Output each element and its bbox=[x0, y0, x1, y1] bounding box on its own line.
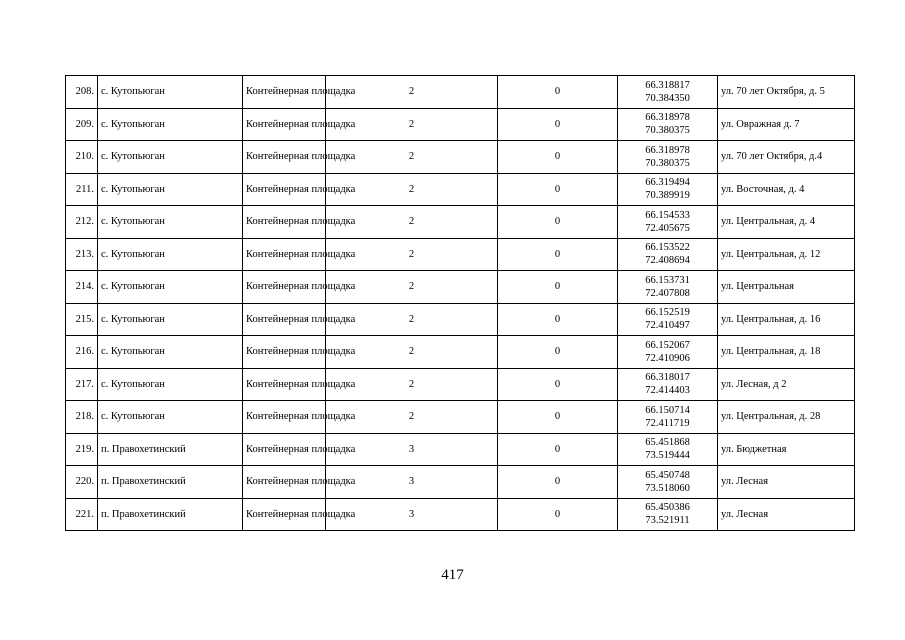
table-row bbox=[66, 498, 855, 531]
row-number: 218. bbox=[75, 411, 94, 423]
table-row bbox=[66, 466, 855, 499]
zero-value-cell bbox=[498, 498, 618, 531]
row-number-cell bbox=[66, 433, 98, 466]
table-row bbox=[66, 76, 855, 109]
address-cell bbox=[718, 303, 855, 336]
settlement-cell bbox=[98, 401, 243, 434]
row-number-cell bbox=[66, 238, 98, 271]
zero-value: 0 bbox=[554, 508, 561, 520]
longitude: 70.380375 bbox=[645, 157, 690, 169]
settlement-name: с. Кутопьюган bbox=[101, 183, 165, 195]
settlement-cell bbox=[98, 76, 243, 109]
zero-value-cell bbox=[498, 271, 618, 304]
latitude: 66.153522 bbox=[645, 242, 690, 254]
address-cell bbox=[718, 141, 855, 174]
settlement-name: с. Кутопьюган bbox=[101, 346, 165, 358]
settlement-name: с. Кутопьюган bbox=[101, 118, 165, 130]
address-cell bbox=[718, 173, 855, 206]
row-number-cell bbox=[66, 173, 98, 206]
site-type: Контейнерная площадка bbox=[246, 118, 356, 130]
settlement-name: с. Кутопьюган bbox=[101, 378, 165, 390]
site-type: Контейнерная площадка bbox=[246, 248, 356, 260]
site-type-cell bbox=[243, 336, 356, 369]
latitude: 66.318017 bbox=[645, 372, 690, 384]
address-cell bbox=[718, 76, 855, 109]
site-type-cell bbox=[243, 238, 356, 271]
container-count: 2 bbox=[408, 281, 415, 293]
address-cell bbox=[718, 206, 855, 239]
zero-value-cell bbox=[498, 401, 618, 434]
zero-value: 0 bbox=[554, 248, 561, 260]
site-type-cell bbox=[243, 271, 356, 304]
settlement-cell bbox=[98, 238, 243, 271]
site-type-cell bbox=[243, 76, 356, 109]
coordinates-cell bbox=[618, 206, 718, 239]
zero-value-cell bbox=[498, 238, 618, 271]
settlement-name: с. Кутопьюган bbox=[101, 86, 165, 98]
address: ул. Центральная, д. 4 bbox=[721, 216, 816, 228]
row-number: 213. bbox=[75, 248, 94, 260]
site-type: Контейнерная площадка bbox=[246, 378, 356, 390]
site-type: Контейнерная площадка bbox=[246, 86, 356, 98]
address: ул. Бюджетная bbox=[721, 443, 787, 455]
site-type: Контейнерная площадка bbox=[246, 346, 356, 358]
table-row bbox=[66, 141, 855, 174]
address: ул. Овражная д. 7 bbox=[721, 118, 800, 130]
coordinates-cell bbox=[618, 108, 718, 141]
longitude: 72.408694 bbox=[645, 255, 690, 267]
site-type-cell bbox=[243, 498, 356, 531]
row-number: 221. bbox=[75, 508, 94, 520]
site-type-cell bbox=[243, 141, 356, 174]
container-count: 2 bbox=[408, 183, 415, 195]
row-number: 220. bbox=[75, 476, 94, 488]
longitude: 70.380375 bbox=[645, 125, 690, 137]
settlement-cell bbox=[98, 466, 243, 499]
settlement-name: с. Кутопьюган bbox=[101, 248, 165, 260]
zero-value-cell bbox=[498, 141, 618, 174]
zero-value: 0 bbox=[554, 378, 561, 390]
table-row bbox=[66, 303, 855, 336]
row-number-cell bbox=[66, 76, 98, 109]
zero-value-cell bbox=[498, 173, 618, 206]
container-count: 2 bbox=[408, 216, 415, 228]
latitude: 65.450386 bbox=[645, 502, 690, 514]
table-body bbox=[66, 76, 855, 531]
zero-value: 0 bbox=[554, 313, 561, 325]
address: ул. Центральная, д. 28 bbox=[721, 411, 821, 423]
coordinates-cell bbox=[618, 433, 718, 466]
address: ул. Лесная, д 2 bbox=[721, 378, 787, 390]
longitude: 72.414403 bbox=[645, 385, 690, 397]
zero-value: 0 bbox=[554, 476, 561, 488]
settlement-cell bbox=[98, 141, 243, 174]
settlement-name: с. Кутопьюган bbox=[101, 281, 165, 293]
site-type-cell bbox=[243, 368, 356, 401]
settlement-cell bbox=[98, 433, 243, 466]
address: ул. Центральная bbox=[721, 281, 794, 293]
container-count: 2 bbox=[408, 118, 415, 130]
table-row bbox=[66, 433, 855, 466]
row-number-cell bbox=[66, 401, 98, 434]
address: ул. Лесная bbox=[721, 508, 769, 520]
longitude: 70.389919 bbox=[645, 190, 690, 202]
coordinates-cell bbox=[618, 271, 718, 304]
longitude: 73.521911 bbox=[645, 515, 690, 527]
latitude: 66.318978 bbox=[645, 112, 690, 124]
longitude: 73.518060 bbox=[645, 482, 690, 494]
row-number-cell bbox=[66, 271, 98, 304]
zero-value-cell bbox=[498, 76, 618, 109]
zero-value: 0 bbox=[554, 411, 561, 423]
container-count: 2 bbox=[408, 86, 415, 98]
row-number: 208. bbox=[75, 86, 94, 98]
site-type-cell bbox=[243, 173, 356, 206]
address-cell bbox=[718, 466, 855, 499]
container-sites-table bbox=[65, 75, 855, 531]
address-cell bbox=[718, 271, 855, 304]
settlement-name: п. Правохетинский bbox=[101, 476, 186, 488]
address: ул. Лесная bbox=[721, 476, 769, 488]
settlement-name: с. Кутопьюган bbox=[101, 411, 165, 423]
settlement-cell bbox=[98, 206, 243, 239]
container-count: 2 bbox=[408, 411, 415, 423]
zero-value: 0 bbox=[554, 118, 561, 130]
address-cell bbox=[718, 433, 855, 466]
row-number-cell bbox=[66, 336, 98, 369]
zero-value: 0 bbox=[554, 216, 561, 228]
longitude: 72.405675 bbox=[645, 222, 690, 234]
longitude: 73.519444 bbox=[645, 450, 690, 462]
zero-value: 0 bbox=[554, 346, 561, 358]
zero-value-cell bbox=[498, 433, 618, 466]
longitude: 70.384350 bbox=[645, 92, 690, 104]
site-type: Контейнерная площадка bbox=[246, 411, 356, 423]
coordinates-cell bbox=[618, 368, 718, 401]
latitude: 66.319494 bbox=[645, 177, 690, 189]
settlement-name: п. Правохетинский bbox=[101, 508, 186, 520]
table-row bbox=[66, 238, 855, 271]
row-number-cell bbox=[66, 368, 98, 401]
zero-value: 0 bbox=[554, 183, 561, 195]
settlement-cell bbox=[98, 271, 243, 304]
latitude: 66.154533 bbox=[645, 209, 690, 221]
coordinates-cell bbox=[618, 336, 718, 369]
container-count: 2 bbox=[408, 378, 415, 390]
site-type-cell bbox=[243, 466, 356, 499]
coordinates-cell bbox=[618, 76, 718, 109]
zero-value: 0 bbox=[554, 151, 561, 163]
row-number: 219. bbox=[75, 443, 94, 455]
settlement-cell bbox=[98, 303, 243, 336]
settlement-name: с. Кутопьюган bbox=[101, 151, 165, 163]
settlement-cell bbox=[98, 368, 243, 401]
address-cell bbox=[718, 498, 855, 531]
latitude: 66.318817 bbox=[645, 79, 690, 91]
coordinates-cell bbox=[618, 238, 718, 271]
table-row bbox=[66, 206, 855, 239]
longitude: 72.411719 bbox=[645, 417, 690, 429]
container-count: 3 bbox=[408, 476, 415, 488]
zero-value-cell bbox=[498, 368, 618, 401]
site-type-cell bbox=[243, 303, 356, 336]
settlement-name: с. Кутопьюган bbox=[101, 216, 165, 228]
zero-value: 0 bbox=[554, 443, 561, 455]
coordinates-cell bbox=[618, 466, 718, 499]
address-cell bbox=[718, 238, 855, 271]
address-cell bbox=[718, 108, 855, 141]
settlement-cell bbox=[98, 173, 243, 206]
row-number: 210. bbox=[75, 151, 94, 163]
latitude: 65.451868 bbox=[645, 437, 690, 449]
row-number: 212. bbox=[75, 216, 94, 228]
site-type: Контейнерная площадка bbox=[246, 151, 356, 163]
zero-value: 0 bbox=[554, 86, 561, 98]
site-type: Контейнерная площадка bbox=[246, 216, 356, 228]
latitude: 66.152519 bbox=[645, 307, 690, 319]
site-type: Контейнерная площадка bbox=[246, 281, 356, 293]
row-number: 209. bbox=[75, 118, 94, 130]
container-count: 3 bbox=[408, 443, 415, 455]
longitude: 72.407808 bbox=[645, 287, 690, 299]
coordinates-cell bbox=[618, 141, 718, 174]
settlement-cell bbox=[98, 336, 243, 369]
settlement-cell bbox=[98, 498, 243, 531]
table-row bbox=[66, 368, 855, 401]
longitude: 72.410906 bbox=[645, 352, 690, 364]
table-row bbox=[66, 401, 855, 434]
row-number-cell bbox=[66, 466, 98, 499]
row-number-cell bbox=[66, 206, 98, 239]
row-number-cell bbox=[66, 303, 98, 336]
zero-value-cell bbox=[498, 336, 618, 369]
address-cell bbox=[718, 401, 855, 434]
container-count: 2 bbox=[408, 313, 415, 325]
site-type-cell bbox=[243, 401, 356, 434]
zero-value-cell bbox=[498, 206, 618, 239]
coordinates-cell bbox=[618, 173, 718, 206]
page-number: 417 bbox=[441, 567, 464, 583]
site-type: Контейнерная площадка bbox=[246, 476, 356, 488]
container-count: 2 bbox=[408, 248, 415, 260]
container-count: 2 bbox=[408, 346, 415, 358]
settlement-name: п. Правохетинский bbox=[101, 443, 186, 455]
container-count: 3 bbox=[408, 508, 415, 520]
latitude: 65.450748 bbox=[645, 469, 690, 481]
address: ул. Центральная, д. 18 bbox=[721, 346, 821, 358]
longitude: 72.410497 bbox=[645, 320, 690, 332]
latitude: 66.153731 bbox=[645, 274, 690, 286]
row-number: 214. bbox=[75, 281, 94, 293]
zero-value-cell bbox=[498, 466, 618, 499]
table-row bbox=[66, 271, 855, 304]
site-type-cell bbox=[243, 108, 356, 141]
coordinates-cell bbox=[618, 401, 718, 434]
site-type: Контейнерная площадка bbox=[246, 313, 356, 325]
address-cell bbox=[718, 368, 855, 401]
row-number: 217. bbox=[75, 378, 94, 390]
latitude: 66.152067 bbox=[645, 339, 690, 351]
zero-value-cell bbox=[498, 303, 618, 336]
settlement-name: с. Кутопьюган bbox=[101, 313, 165, 325]
address-cell bbox=[718, 336, 855, 369]
site-type-cell bbox=[243, 206, 356, 239]
address: ул. Восточная, д. 4 bbox=[721, 183, 805, 195]
settlement-cell bbox=[98, 108, 243, 141]
address: ул. 70 лет Октября, д.4 bbox=[721, 151, 823, 163]
container-count: 2 bbox=[408, 151, 415, 163]
row-number-cell bbox=[66, 141, 98, 174]
site-type-cell bbox=[243, 433, 356, 466]
row-number-cell bbox=[66, 108, 98, 141]
latitude: 66.150714 bbox=[645, 404, 690, 416]
row-number: 216. bbox=[75, 346, 94, 358]
row-number: 215. bbox=[75, 313, 94, 325]
site-type: Контейнерная площадка bbox=[246, 443, 356, 455]
zero-value: 0 bbox=[554, 281, 561, 293]
table-row bbox=[66, 173, 855, 206]
table-row bbox=[66, 336, 855, 369]
coordinates-cell bbox=[618, 303, 718, 336]
zero-value-cell bbox=[498, 108, 618, 141]
site-type: Контейнерная площадка bbox=[246, 183, 356, 195]
address: ул. 70 лет Октября, д. 5 bbox=[721, 86, 825, 98]
table-row bbox=[66, 108, 855, 141]
row-number: 211. bbox=[76, 183, 94, 195]
coordinates-cell bbox=[618, 498, 718, 531]
row-number-cell bbox=[66, 498, 98, 531]
address: ул. Центральная, д. 16 bbox=[721, 313, 821, 325]
site-type: Контейнерная площадка bbox=[246, 508, 356, 520]
address: ул. Центральная, д. 12 bbox=[721, 248, 821, 260]
latitude: 66.318978 bbox=[645, 144, 690, 156]
